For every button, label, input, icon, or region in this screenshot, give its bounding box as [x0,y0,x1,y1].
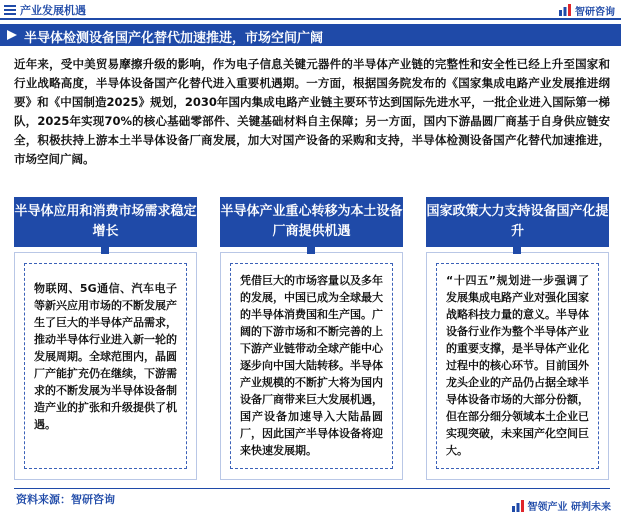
column-heading-2: 半导体产业重心转移为本土设备厂商提供机遇 [220,197,403,247]
footer-source: 资料来源：智研咨询 [16,493,115,506]
column-inner-2 [230,263,393,469]
column-body-1: 物联网、5G通信、汽车电子等新兴应用市场的不断发展产生了巨大的半导体产品需求，推动半导体行业进入新一轮的发展周期。全球范围内，晶圆厂产能扩充仍在继续，下游需求的不断发展为半导体设备制造产业的扩张和升级提供了机遇。 [34,282,177,431]
brand-name: 智研咨询 [575,6,615,18]
arrow-right-icon [6,29,18,41]
column-heading-3: 国家政策大力支持设备国产化提升 [426,197,609,247]
column-inner-1 [24,263,187,469]
column-heading-1: 半导体应用和消费市场需求稳定增长 [14,197,197,247]
title-bar [0,24,621,46]
section-title: 产业发展机遇 [20,4,86,17]
footer-logo-icon [511,499,525,513]
logo-icon [558,3,572,17]
connector-2 [307,246,315,254]
column-body-3: “十四五”规划进一步强调了发展集成电路产业对强化国家战略科技力量的意义。半导体设备行业作为整个半导体产业的重要支撑，是半导体产业化过程中的核心环节。目前国外龙头企业的产品仍占据全球半导体设备市场的大部分份额，但在部分细分领域本土企业已实现突破，未来国产化空间巨大。 [446,274,589,457]
top-header [0,0,621,20]
footer-divider [14,488,610,489]
column-box-3 [426,252,609,480]
menu-icon [4,4,16,16]
footer-logo [511,498,611,513]
page-title: 半导体检测设备国产化替代加速推进，市场空间广阔 [24,31,324,46]
connector-1 [101,246,109,254]
column-box-2 [220,252,403,480]
connector-3 [513,246,521,254]
column-inner-3 [436,263,599,469]
column-box-1 [14,252,197,480]
footer-slogan: 智领产业 研判未来 [527,502,611,513]
column-body-2: 凭借巨大的市场容量以及多年的发展，中国已成为全球最大的半导体消费国和生产国。广阔的下游市场和不断完善的上下游产业链带动全球产能中心逐步向中国大陆转移。半导体产业规模的不断扩大将为国内设备厂商带来巨大发展机遇，国产设备加速导入大陆晶圆厂，因此国产半导体设备将迎来快速发展期。 [240,274,383,457]
header-logo [558,2,615,18]
intro-paragraph: 近年来，受中美贸易摩擦升级的影响，作为电子信息关键元器件的半导体产业链的完整性和安全性已经上升至国家和行业战略高度，半导体设备国产化替代进入重要机遇期。一方面，根据国务院发布的《国家集成电路产业发展推进纲要》和《中国制造2025》规划，2030年国内集成电路产业链主要环节达到国际先进水平，一批企业进入国际第一梯队，2025年实现70%的核心基础零部件、关键基础材料自主保障；另一方面，国内下游晶圆厂商基于自身供应链安全，积极扶持上游本土半导体设备厂商发展，加大对国产设备的采购和支持，半导体检测设备国产化替代加速推进，市场空间广阔。 [14,57,610,166]
